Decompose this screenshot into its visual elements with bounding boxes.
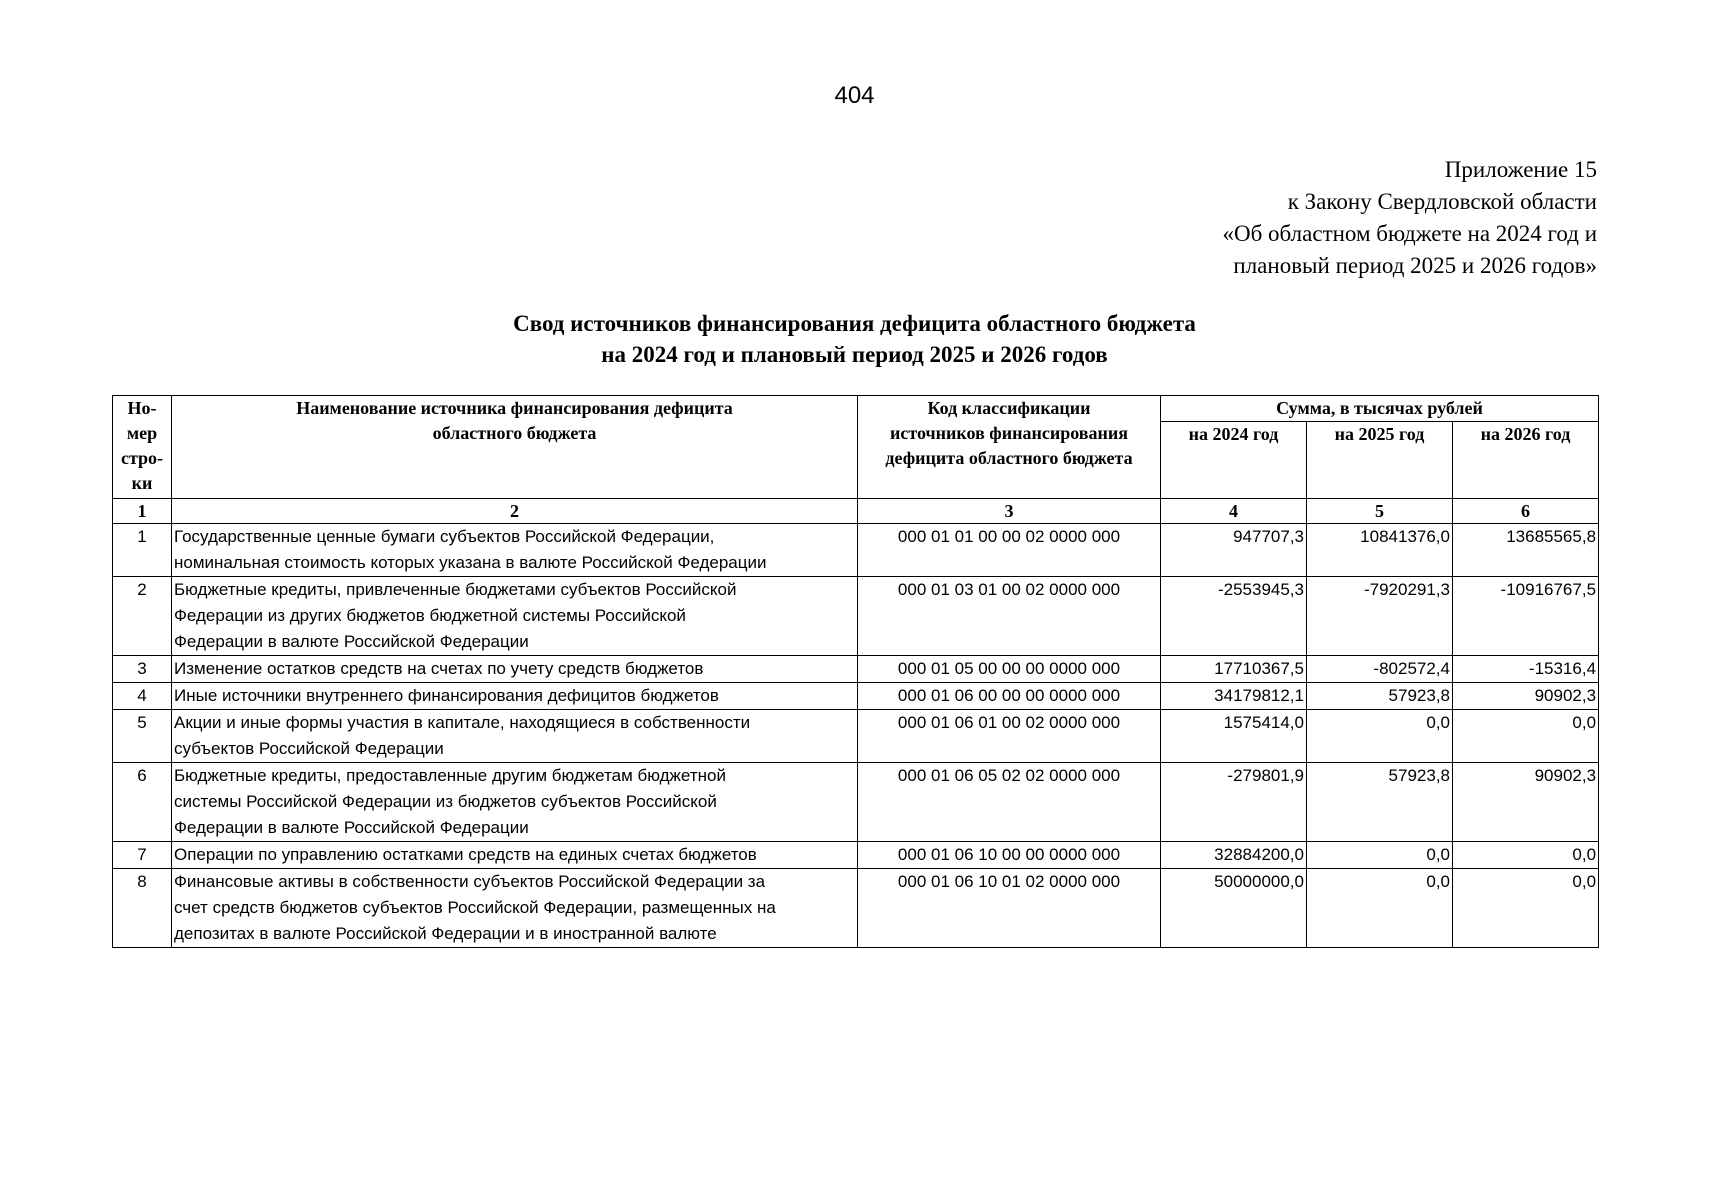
amount-y2025-cell: -7920291,3 (1307, 577, 1453, 656)
column-number: 1 (113, 499, 172, 524)
column-number: 5 (1307, 499, 1453, 524)
amount-y2026-cell: -15316,4 (1453, 656, 1599, 683)
amount-y2024-cell: -279801,9 (1161, 763, 1307, 842)
amount-y2026-cell: 0,0 (1453, 869, 1599, 948)
table-row (113, 683, 1599, 710)
title-line: Свод источников финансирования дефицита областного бюджета (513, 311, 1196, 336)
annex-line: плановый период 2025 и 2026 годов» (1233, 253, 1597, 278)
source-name-cell (172, 763, 858, 842)
table-row (113, 763, 1599, 842)
amount-y2025-cell: 0,0 (1307, 710, 1453, 763)
header-year-2025: на 2025 год (1307, 422, 1453, 499)
source-name-cell (172, 842, 858, 869)
source-name-line: Иные источники внутреннего финансирования дефицитов бюджетов (174, 686, 719, 705)
source-name-line: Федерации из других бюджетов бюджетной системы Российской (174, 606, 686, 625)
source-name-line: Государственные ценные бумаги субъектов Российской Федерации, (174, 527, 715, 546)
table-row (113, 842, 1599, 869)
classification-code-cell: 000 01 06 10 01 02 0000 000 (858, 869, 1161, 948)
annex-line: к Закону Свердловской области (1287, 189, 1597, 214)
amount-y2026-cell: 90902,3 (1453, 763, 1599, 842)
classification-code-cell: 000 01 03 01 00 02 0000 000 (858, 577, 1161, 656)
amount-y2026-cell: 90902,3 (1453, 683, 1599, 710)
source-name-line: Изменение остатков средств на счетах по учету средств бюджетов (174, 659, 704, 678)
source-name-line: Бюджетные кредиты, предоставленные другим бюджетам бюджетной (174, 766, 726, 785)
amount-y2024-cell: -2553945,3 (1161, 577, 1307, 656)
source-name-line: субъектов Российской Федерации (174, 739, 444, 758)
document-title (0, 308, 1709, 370)
row-number-cell: 6 (113, 763, 172, 842)
amount-y2026-cell: 0,0 (1453, 842, 1599, 869)
classification-code-cell: 000 01 01 00 00 02 0000 000 (858, 524, 1161, 577)
row-number-cell: 2 (113, 577, 172, 656)
column-number-row (113, 499, 1599, 524)
header-year-2024: на 2024 год (1161, 422, 1307, 499)
classification-code-cell: 000 01 05 00 00 00 0000 000 (858, 656, 1161, 683)
column-number: 4 (1161, 499, 1307, 524)
header-sum: Сумма, в тысячах рублей (1161, 396, 1599, 422)
source-name-cell (172, 869, 858, 948)
amount-y2025-cell: 57923,8 (1307, 683, 1453, 710)
amount-y2024-cell: 50000000,0 (1161, 869, 1307, 948)
source-name-line: Федерации в валюте Российской Федерации (174, 818, 529, 837)
amount-y2026-cell: 13685565,8 (1453, 524, 1599, 577)
amount-y2024-cell: 34179812,1 (1161, 683, 1307, 710)
row-number-cell: 3 (113, 656, 172, 683)
annex-block (1222, 154, 1597, 282)
source-name-cell (172, 683, 858, 710)
row-number-cell: 1 (113, 524, 172, 577)
amount-y2025-cell: -802572,4 (1307, 656, 1453, 683)
table-row (113, 869, 1599, 948)
table-row (113, 577, 1599, 656)
header-classification-code: Код классификации источников финансирования дефицита областного бюджета (858, 396, 1161, 499)
amount-y2025-cell: 57923,8 (1307, 763, 1453, 842)
classification-code-cell: 000 01 06 05 02 02 0000 000 (858, 763, 1161, 842)
amount-y2025-cell: 0,0 (1307, 842, 1453, 869)
amount-y2024-cell: 1575414,0 (1161, 710, 1307, 763)
amount-y2024-cell: 32884200,0 (1161, 842, 1307, 869)
source-name-line: Бюджетные кредиты, привлеченные бюджетами субъектов Российской (174, 580, 737, 599)
column-number: 2 (172, 499, 858, 524)
source-name-cell (172, 656, 858, 683)
source-name-cell (172, 524, 858, 577)
amount-y2025-cell: 10841376,0 (1307, 524, 1453, 577)
amount-y2024-cell: 17710367,5 (1161, 656, 1307, 683)
source-name-line: номинальная стоимость которых указана в валюте Российской Федерации (174, 553, 767, 572)
source-name-cell (172, 577, 858, 656)
source-name-line: Акции и иные формы участия в капитале, находящиеся в собственности (174, 713, 751, 732)
header-source-name: Наименование источника финансирования дефицита областного бюджета (172, 396, 858, 499)
classification-code-cell: 000 01 06 01 00 02 0000 000 (858, 710, 1161, 763)
source-name-line: Федерации в валюте Российской Федерации (174, 632, 529, 651)
source-name-line: счет средств бюджетов субъектов Российской Федерации, размещенных на (174, 898, 776, 917)
source-name-cell (172, 710, 858, 763)
source-name-line: Операции по управлению остатками средств на единых счетах бюджетов (174, 845, 757, 864)
amount-y2026-cell: -10916767,5 (1453, 577, 1599, 656)
amount-y2025-cell: 0,0 (1307, 869, 1453, 948)
annex-line: Приложение 15 (1444, 157, 1597, 182)
table-row (113, 656, 1599, 683)
financing-sources-table (112, 395, 1599, 948)
source-name-line: системы Российской Федерации из бюджетов субъектов Российской (174, 792, 717, 811)
column-number: 3 (858, 499, 1161, 524)
classification-code-cell: 000 01 06 00 00 00 0000 000 (858, 683, 1161, 710)
source-name-line: Финансовые активы в собственности субъектов Российской Федерации за (174, 872, 766, 891)
header-row-number: Но- мер стро- ки (113, 396, 172, 499)
page-number: 404 (834, 82, 875, 109)
title-line: на 2024 год и плановый период 2025 и 2026 годов (601, 342, 1108, 367)
amount-y2024-cell: 947707,3 (1161, 524, 1307, 577)
annex-line: «Об областном бюджете на 2024 год и (1222, 221, 1597, 246)
table-row (113, 710, 1599, 763)
header-year-2026: на 2026 год (1453, 422, 1599, 499)
row-number-cell: 7 (113, 842, 172, 869)
table-row (113, 524, 1599, 577)
classification-code-cell: 000 01 06 10 00 00 0000 000 (858, 842, 1161, 869)
source-name-line: депозитах в валюте Российской Федерации и в иностранной валюте (174, 924, 717, 943)
row-number-cell: 5 (113, 710, 172, 763)
row-number-cell: 8 (113, 869, 172, 948)
amount-y2026-cell: 0,0 (1453, 710, 1599, 763)
row-number-cell: 4 (113, 683, 172, 710)
column-number: 6 (1453, 499, 1599, 524)
